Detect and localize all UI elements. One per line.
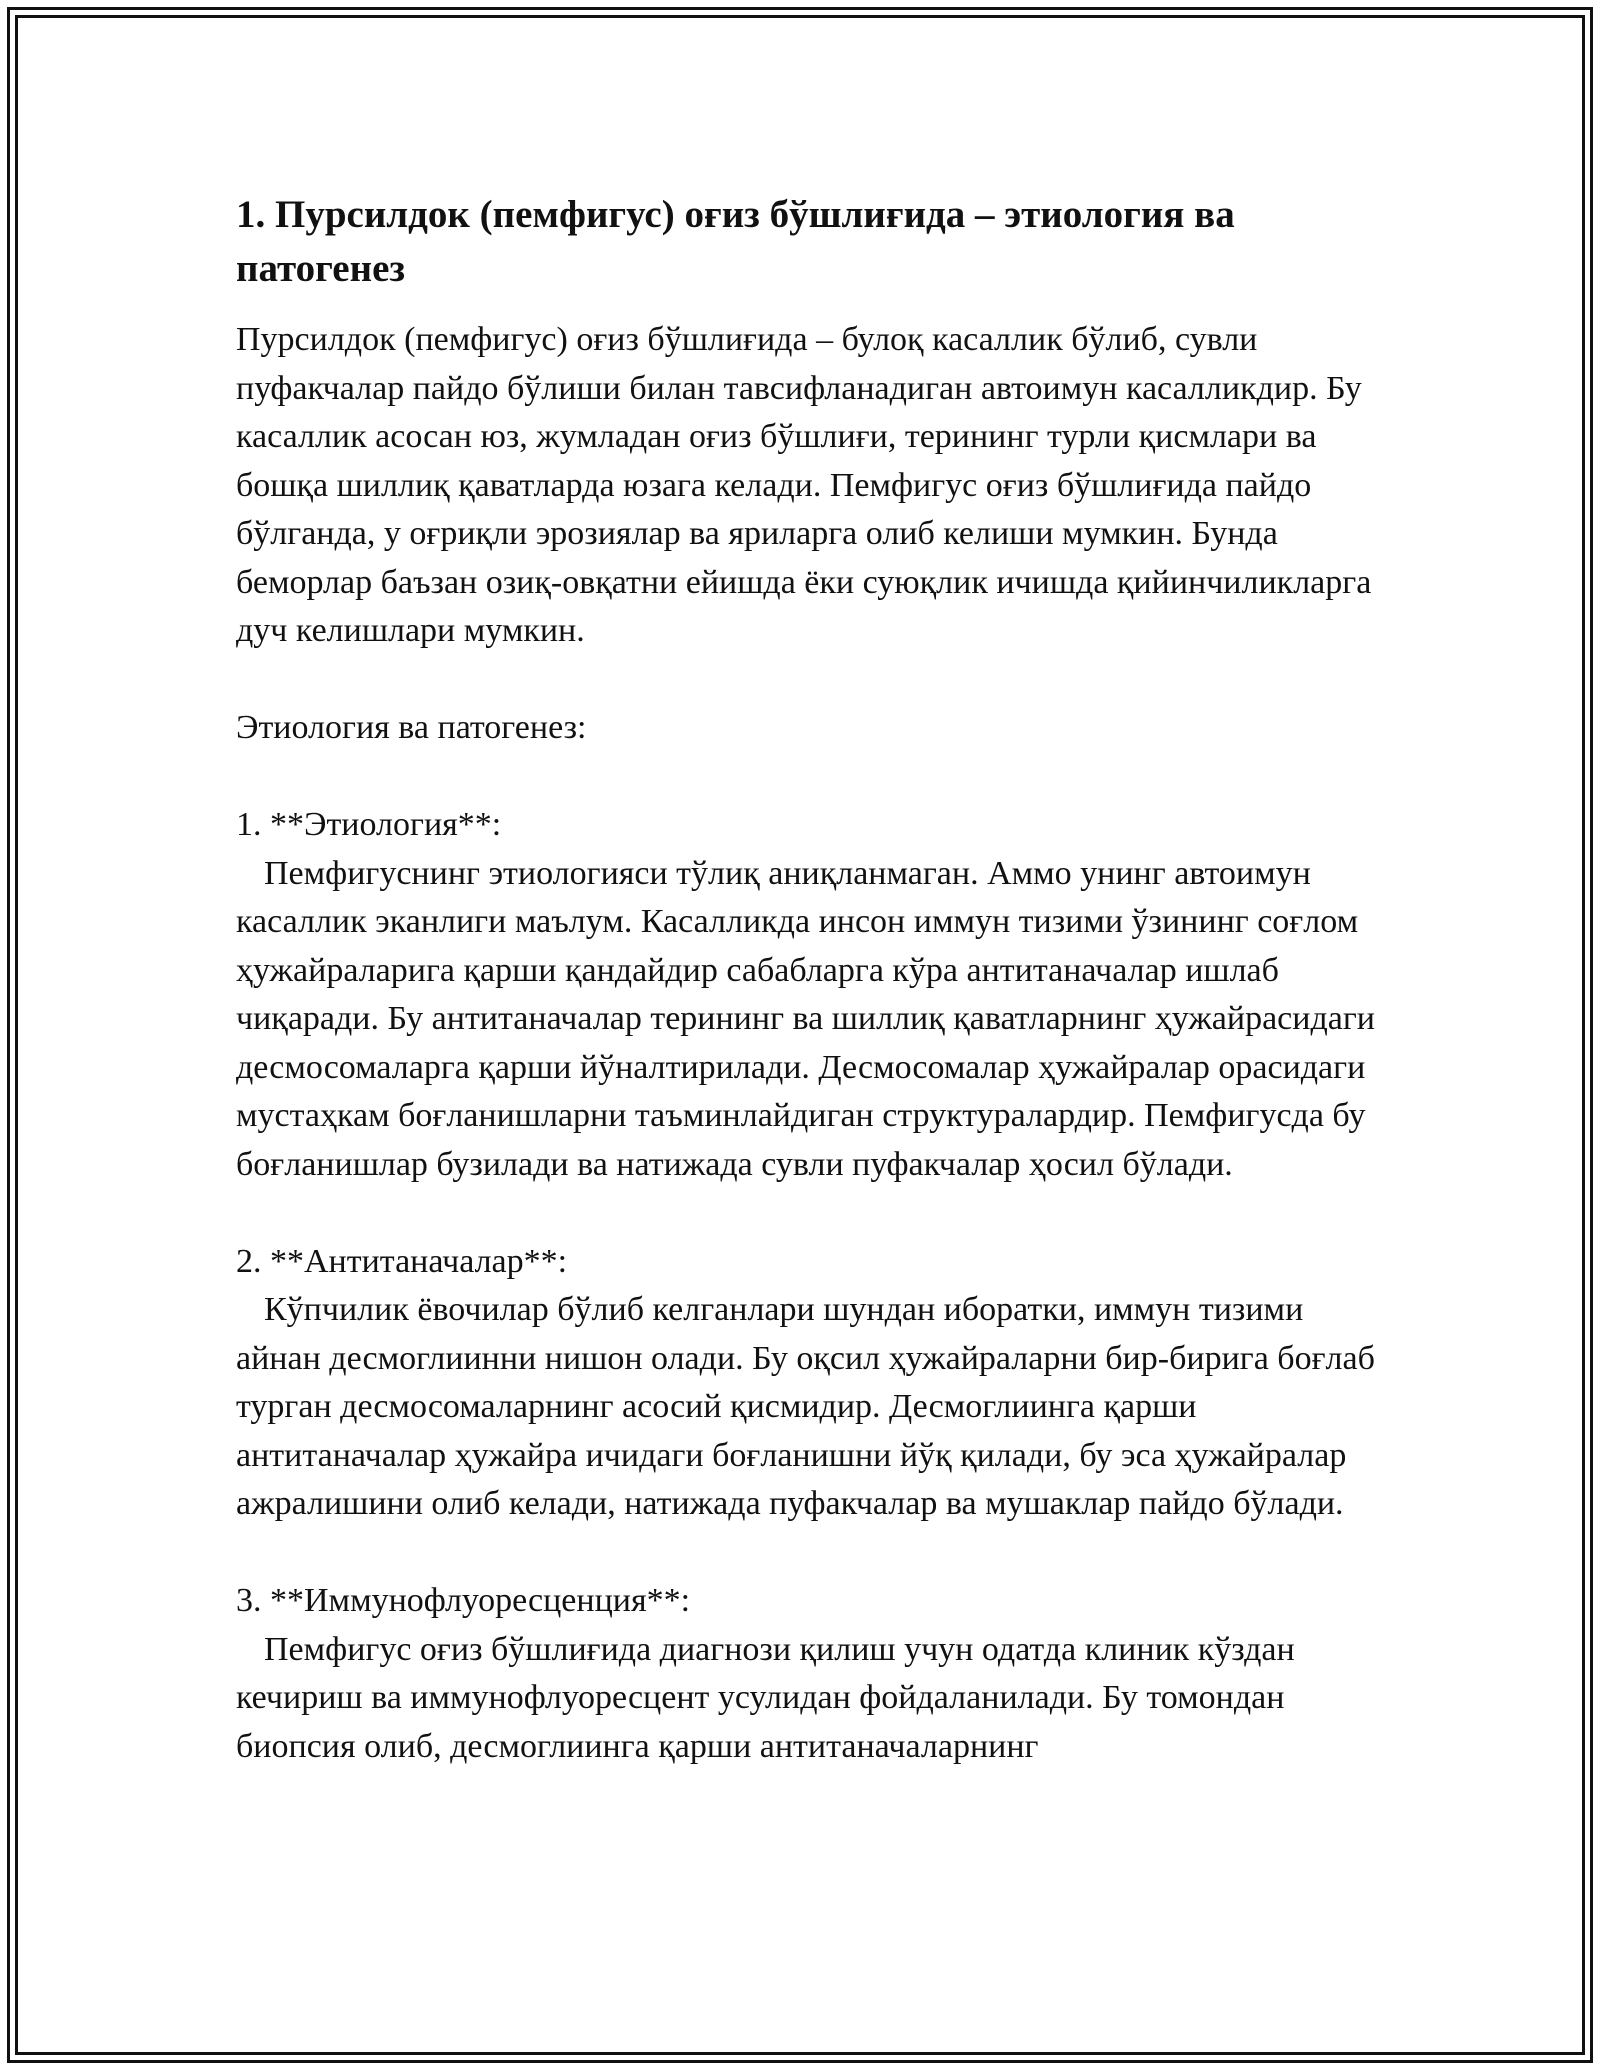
- list-item: [236, 801, 1376, 1189]
- item-heading: 1. **Этиология**:: [236, 806, 502, 843]
- spacer: [236, 1189, 1376, 1238]
- item-body: Пемфигуснинг этиологияси тўлиқ аниқланмаган. Аммо унинг автоимун касаллик эканлиги маълум. Касалликда инсон иммун тизими ўзининг соғлом ҳужайраларига қарши қандайдир сабабларга кўра антитаначалар ишлаб чиқаради. Бу антитаначалар терининг ва шиллиқ қаватларнинг ҳужайрасидаги десмосомаларга қарши йўналтирилади. Десмосомалар ҳужайралар орасидаги мустаҳкам боғланишларни таъминлайдиган структуралардир. Пемфигусда бу боғланишлар бузилади ва натижада сувли пуфакчалар ҳосил бўлади.: [236, 854, 1375, 1183]
- item-body: Пемфигус оғиз бўшлиғида диагнози қилиш учун одатда клиник кўздан кечириш ва иммунофлуоресцент усулидан фойдаланилади. Бу томондан биопсия олиб, десмоглиинга қарши антитаначаларнинг: [236, 1630, 1295, 1765]
- spacer: [236, 656, 1376, 705]
- section-label: Этиология ва патогенез:: [236, 709, 587, 746]
- spacer: [236, 1529, 1376, 1578]
- list-item: [236, 1238, 1376, 1529]
- spacer: [236, 753, 1376, 802]
- item-body: Кўпчилик ёвочилар бўлиб келганлари шундан иборатки, иммун тизими айнан десмоглиинни нишон олади. Бу оқсил ҳужайраларни бир-бирига боғлаб турган десмосомаларнинг асосий қисмидир. Десмоглиинга қарши антитаначалар ҳужайра ичидаги боғланишни йўқ қилади, бу эса ҳужайралар ажралишини олиб келади, натижада пуфакчалар ва мушаклар пайдо бўлади.: [236, 1291, 1375, 1522]
- intro-paragraph: Пурсилдок (пемфигус) оғиз бўшлиғида – булоқ касаллик бўлиб, сувли пуфакчалар пайдо бўлиши билан тавсифланадиган автоимун касалликдир. Бу касаллик асосан юз, жумладан оғиз бўшлиғи, терининг турли қисмлари ва бошқа шиллиқ қаватларда юзага келади. Пемфигус оғиз бўшлиғида пайдо бўлганда, у оғриқли эрозиялар ва яриларга олиб келиши мумкин. Бунда беморлар баъзан озиқ-овқатни ейишда ёки суюқлик ичишда қийинчиликларга дуч келишлари мумкин.: [236, 321, 1372, 649]
- list-item: [236, 1577, 1376, 1771]
- document-title: 1. Пурсилдок (пемфигус) оғиз бўшлиғида – этиология ва патогенез: [236, 193, 1235, 290]
- document-body: [236, 188, 1376, 1771]
- item-heading: 2. **Антитаначалар**:: [236, 1242, 568, 1280]
- item-heading: 3. **Иммунофлуоресценция**:: [236, 1582, 691, 1619]
